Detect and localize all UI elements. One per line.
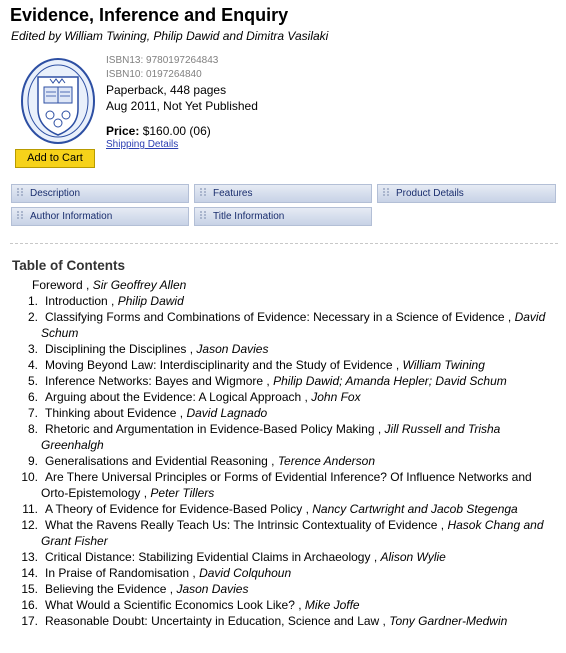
toc-item (17, 421, 562, 453)
toc-item (17, 549, 562, 565)
toc-item-author: Tony Gardner-Medwin (389, 614, 508, 628)
toc-item-content: Inference Networks: Bayes and Wigmore , Philip Dawid; Amanda Hepler; David Schum (41, 373, 562, 389)
book-meta (106, 54, 258, 151)
toc-item-number: 15. (21, 582, 38, 596)
toc-heading: Table of Contents (12, 258, 125, 273)
toc-item-content: Thinking about Evidence , David Lagnado (41, 405, 562, 421)
toc-item-content: Disciplining the Disciplines , Jason Davies (41, 341, 562, 357)
toc-item-content: Introduction , Philip Dawid (41, 293, 562, 309)
toc-item-number: 11. (22, 502, 38, 516)
toc-item-author: Hasok Chang and Grant Fisher (41, 518, 544, 548)
toc-item (17, 373, 562, 389)
toc-item-author: David Schum (41, 310, 546, 340)
publisher-crest-icon (20, 57, 96, 145)
toc-item-title: Rhetoric and Argumentation in Evidence-Based Policy Making (45, 422, 375, 436)
toc-item-content: Moving Beyond Law: Interdisciplinarity and the Study of Evidence , William Twining (41, 357, 562, 373)
toc-item-content: A Theory of Evidence for Evidence-Based Policy , Nancy Cartwright and Jacob Stegenga (41, 501, 562, 517)
toc-item-content: In Praise of Randomisation , David Colquhoun (41, 565, 562, 581)
toc-item (17, 405, 562, 421)
tab-author-information[interactable] (11, 207, 189, 226)
toc-item-number: 12. (21, 518, 38, 532)
toc-item-number: 10. (21, 470, 38, 484)
toc-item (17, 453, 562, 469)
tab-product-details[interactable] (377, 184, 556, 203)
toc-item (17, 501, 562, 517)
toc-item-number: 6. (27, 390, 38, 404)
toc-item-author: John Fox (311, 390, 361, 404)
price (106, 124, 258, 139)
toc-item (17, 517, 562, 549)
toc-item-content: Are There Universal Principles or Forms of Evidential Inference? Of Influence Networks and Orto-Epistemology , Peter Tillers (41, 470, 532, 500)
isbn13: ISBN13: 9780197264843 (106, 55, 219, 66)
grip-dots-icon (16, 210, 27, 220)
tab-title-information-label: Title Information (213, 211, 285, 222)
toc-item-title: Thinking about Evidence (45, 406, 177, 420)
toc-item-title: Introduction (45, 294, 108, 308)
toc-item (17, 613, 562, 629)
toc-item-author: Alison Wylie (380, 550, 446, 564)
toc-item-title: Moving Beyond Law: Interdisciplinarity and the Study of Evidence (45, 358, 393, 372)
toc-foreword: Foreword , Sir Geoffrey Allen (32, 278, 187, 292)
toc-item (17, 309, 562, 341)
add-to-cart-button[interactable]: Add to Cart (15, 149, 95, 168)
toc-item-title: Disciplining the Disciplines (45, 342, 187, 356)
toc-item-content: Critical Distance: Stabilizing Evidential Claims in Archaeology , Alison Wylie (41, 549, 562, 565)
toc-item-content: What the Ravens Really Teach Us: The Intrinsic Contextuality of Evidence , Hasok Chang and Grant Fisher (41, 518, 544, 548)
toc-item (17, 389, 562, 405)
book-editors: Edited by William Twining, Philip Dawid and Dimitra Vasilaki (11, 29, 329, 43)
tab-product-details-label: Product Details (396, 188, 464, 199)
toc-item-author: Jason Davies (176, 582, 249, 596)
book-format: Paperback, 448 pages (106, 83, 227, 97)
toc-item-author: Nancy Cartwright and Jacob Stegenga (312, 502, 518, 516)
toc-item-author: Jill Russell and Trisha Greenhalgh (41, 422, 501, 452)
toc-item-content: Classifying Forms and Combinations of Evidence: Necessary in a Science of Evidence , David Schum (41, 310, 546, 340)
toc-item-number: 2. (27, 310, 38, 324)
toc-item-number: 16. (21, 598, 38, 612)
toc-item (17, 581, 562, 597)
toc-item-number: 14. (21, 566, 38, 580)
toc-item-number: 5. (27, 374, 38, 388)
tab-features-label: Features (213, 188, 253, 199)
toc-item-number: 4. (27, 358, 38, 372)
toc-item (17, 597, 562, 613)
toc-item-number: 8. (27, 422, 38, 436)
tab-description[interactable] (11, 184, 189, 203)
toc-item-title: Inference Networks: Bayes and Wigmore (45, 374, 264, 388)
tab-features[interactable] (194, 184, 372, 203)
toc-item-author: Philip Dawid (117, 294, 184, 308)
toc-item-content: What Would a Scientific Economics Look Like? , Mike Joffe (41, 597, 562, 613)
foreword-author: Sir Geoffrey Allen (92, 278, 187, 292)
toc-item-number: 7. (27, 406, 38, 420)
tab-title-information[interactable] (194, 207, 372, 226)
toc-item-title: In Praise of Randomisation (45, 566, 190, 580)
isbn10: ISBN10: 0197264840 (106, 69, 202, 80)
toc-item-content: Reasonable Doubt: Uncertainty in Education, Science and Law , Tony Gardner-Medwin (41, 613, 562, 629)
toc-item-number: 13. (21, 550, 38, 564)
publication-status: Aug 2011, Not Yet Published (106, 99, 258, 113)
toc-item-title: Are There Universal Principles or Forms of Evidential Inference? Of Influence Networks and Orto-Epistemology (41, 470, 532, 500)
toc-item-title: Classifying Forms and Combinations of Evidence: Necessary in a Science of Evidence (45, 310, 505, 324)
price-label: Price: (106, 124, 140, 138)
toc-item (17, 565, 562, 581)
book-title: Evidence, Inference and Enquiry (10, 5, 289, 25)
toc-item-title: Critical Distance: Stabilizing Evidential Claims in Archaeology (45, 550, 371, 564)
grip-dots-icon (199, 187, 210, 197)
toc-item-content: Generalisations and Evidential Reasoning , Terence Anderson (41, 453, 562, 469)
toc-item-author: Jason Davies (196, 342, 269, 356)
section-divider (10, 243, 558, 244)
toc-item-title: Arguing about the Evidence: A Logical Approach (45, 390, 302, 404)
toc-item-title: Reasonable Doubt: Uncertainty in Education, Science and Law (45, 614, 380, 628)
shipping-details-link[interactable]: Shipping Details (106, 139, 179, 150)
toc-item (17, 293, 562, 309)
toc-item-number: 1. (27, 294, 38, 308)
toc-item-number: 17. (21, 614, 38, 628)
toc-item-title: What the Ravens Really Teach Us: The Intrinsic Contextuality of Evidence (45, 518, 438, 532)
toc-item-content: Arguing about the Evidence: A Logical Approach , John Fox (41, 389, 562, 405)
toc-item-title: A Theory of Evidence for Evidence-Based Policy (45, 502, 303, 516)
toc-item-title: Generalisations and Evidential Reasoning (45, 454, 268, 468)
toc-item-author: David Lagnado (186, 406, 268, 420)
foreword-title: Foreword (32, 278, 83, 292)
toc-item-author: Mike Joffe (304, 598, 360, 612)
toc-item-author: William Twining (402, 358, 485, 372)
toc-item-content: Believing the Evidence , Jason Davies (41, 581, 562, 597)
toc-item-number: 9. (27, 454, 38, 468)
toc-item-number: 3. (27, 342, 38, 356)
grip-dots-icon (16, 187, 27, 197)
toc-item (17, 357, 562, 373)
toc-item (17, 341, 562, 357)
grip-dots-icon (382, 187, 393, 197)
toc-item-title: Believing the Evidence (45, 582, 167, 596)
toc-item-author: Peter Tillers (150, 486, 215, 500)
toc-item-content: Rhetoric and Argumentation in Evidence-Based Policy Making , Jill Russell and Trisha Greenhalgh (41, 422, 501, 452)
toc-item-author: Philip Dawid; Amanda Hepler; David Schum (273, 374, 507, 388)
toc-item-author: David Colquhoun (199, 566, 292, 580)
tab-author-information-label: Author Information (30, 211, 113, 222)
price-value: $160.00 (06) (142, 124, 211, 138)
toc-item-author: Terence Anderson (277, 454, 376, 468)
toc-item-title: What Would a Scientific Economics Look Like? (45, 598, 295, 612)
toc-list (17, 293, 562, 629)
toc-item (17, 469, 562, 501)
grip-dots-icon (199, 210, 210, 220)
tab-description-label: Description (30, 188, 81, 199)
